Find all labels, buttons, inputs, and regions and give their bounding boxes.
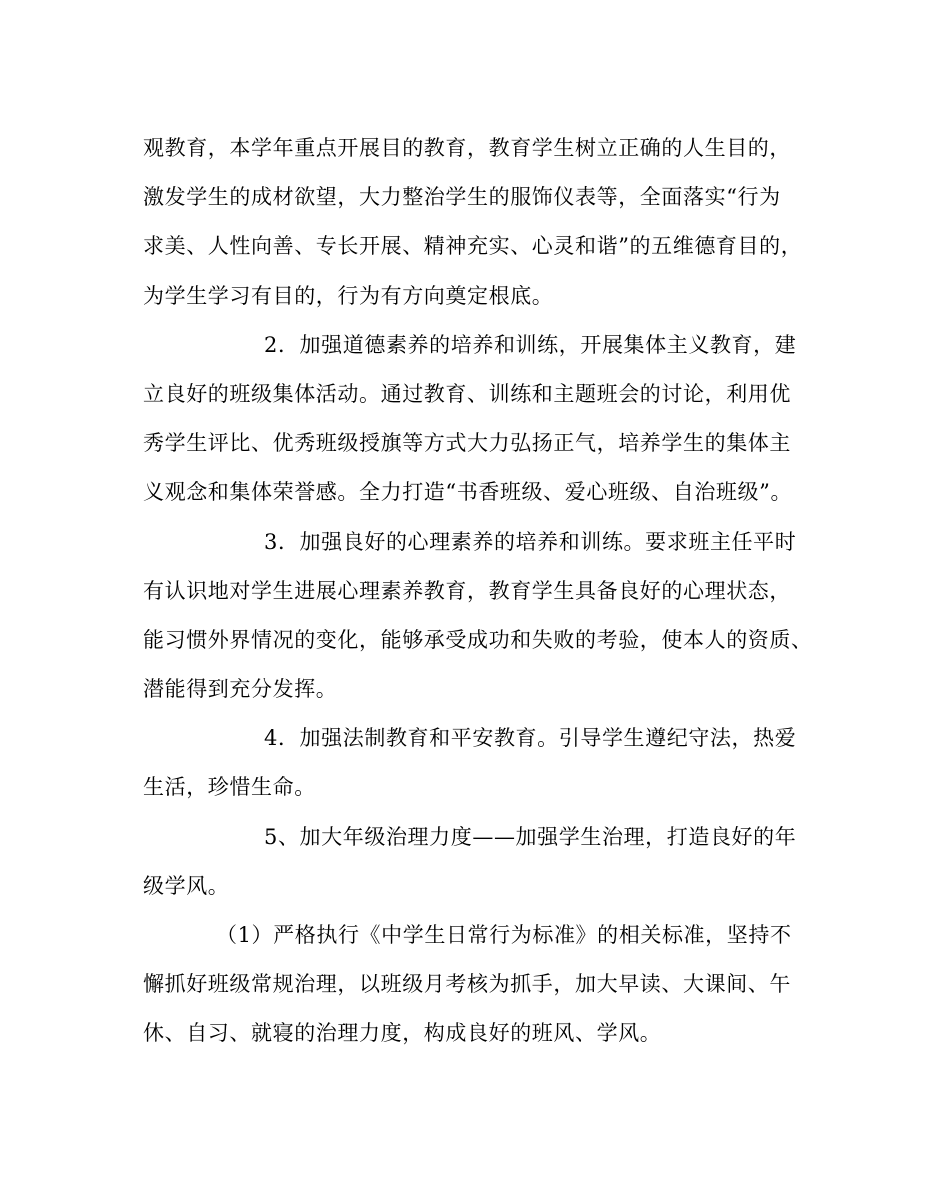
paragraph-line: 2．加强道德素养的培养和训练，开展集体主义教育，建 — [264, 332, 797, 357]
paragraph-line: 3．加强良好的心理素养的培养和训练。要求班主任平时 — [264, 529, 797, 554]
document-body — [143, 124, 813, 1059]
paragraph-line: 观教育，本学年重点开展目的教育，教育学生树立正确的人生目的， — [143, 136, 791, 160]
paragraph-line: 为学生学习有目的，行为有方向奠定根底。 — [143, 283, 554, 308]
paragraph-line: 义观念和集体荣誉感。全力打造“书香班级、爱心班级、自治班级”。 — [143, 480, 793, 505]
paragraph-line: 能习惯外界情况的变化，能够承受成功和失败的考验，使本人的资质、 — [143, 627, 813, 652]
paragraph-line: 5、加大年级治理力度——加强学生治理，打造良好的年 — [264, 824, 797, 849]
paragraph-line: 激发学生的成材欲望，大力整治学生的服饰仪表等，全面落实“行为 — [143, 185, 781, 210]
paragraph-line: 求美、人性向善、专长开展、精神充实、心灵和谐”的五维德育目的， — [143, 234, 803, 259]
paragraph-line: （1）严格执行《中学生日常行为标准》的相关标准，坚持不 — [216, 923, 792, 947]
paragraph-line: 4．加强法制教育和平安教育。引导学生遵纪守法，热爱 — [264, 726, 797, 751]
paragraph-line: 生活，珍惜生命。 — [143, 775, 316, 800]
paragraph-line: 秀学生评比、优秀班级授旗等方式大力弘扬正气，培养学生的集体主 — [143, 431, 791, 456]
paragraph-line: 立良好的班级集体活动。通过教育、训练和主题班会的讨论，利用优 — [143, 381, 791, 406]
paragraph-line: 有认识地对学生进展心理素养教育，教育学生具备良好的心理状态， — [143, 578, 791, 603]
paragraph-line: 潜能得到充分发挥。 — [143, 677, 338, 702]
paragraph-line: 休、自习、就寝的治理力度，构成良好的班风、学风。 — [143, 1021, 662, 1046]
paragraph-line: 懈抓好班级常规治理，以班级月考核为抓手，加大早读、大课间、午 — [143, 972, 791, 997]
paragraph-line: 级学风。 — [143, 873, 230, 898]
